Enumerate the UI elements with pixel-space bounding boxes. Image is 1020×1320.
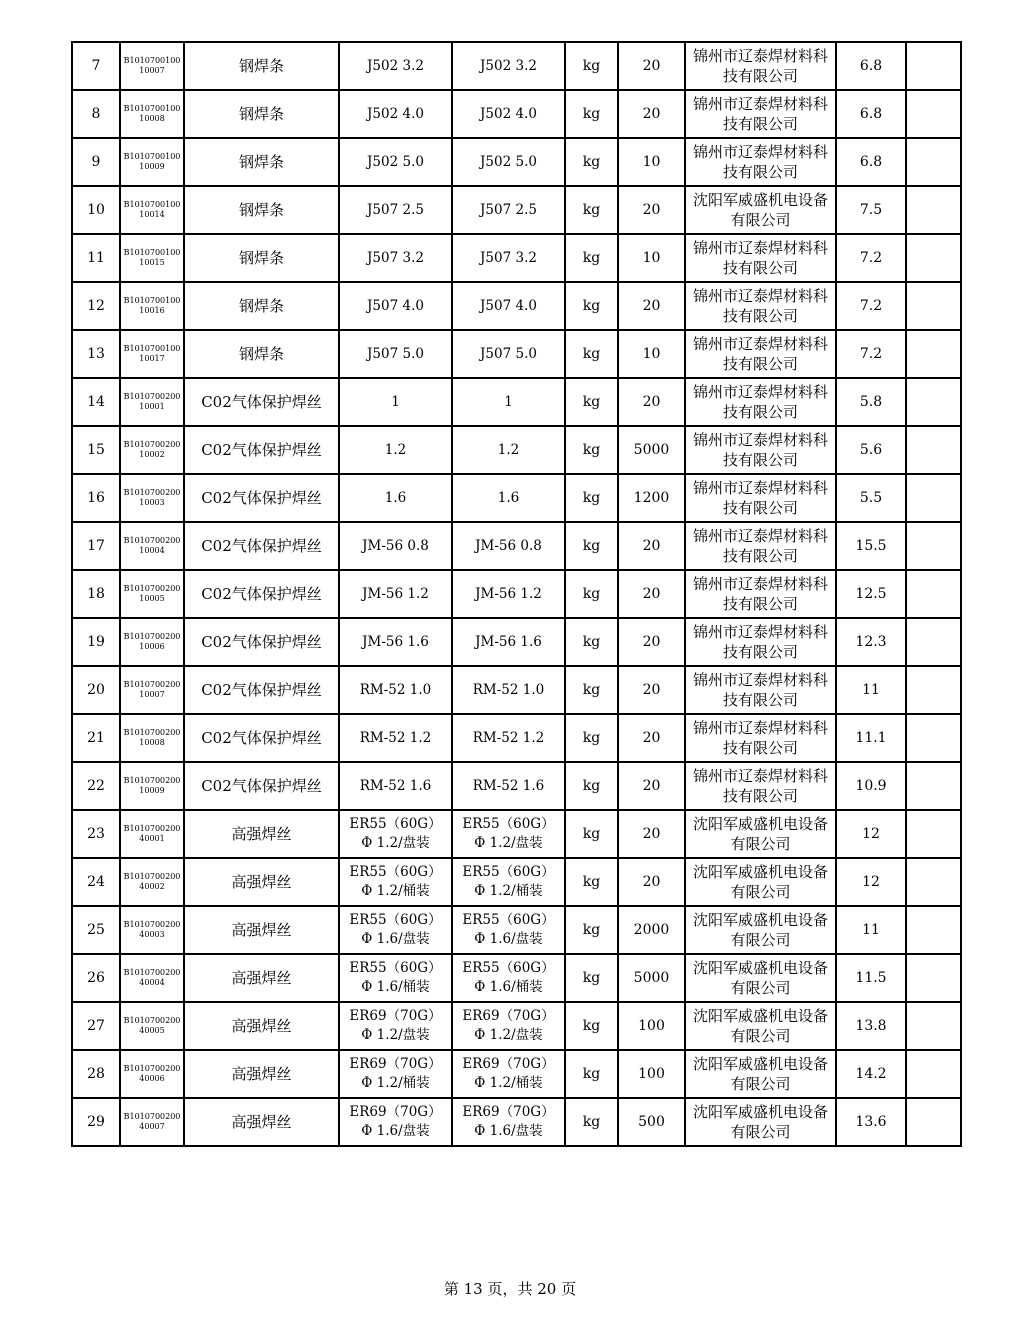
material-name-cell: 钢焊条 (184, 42, 339, 90)
table-row (72, 618, 961, 666)
model-cell: 1.2 (452, 426, 565, 474)
model-cell: RM-52 1.6 (452, 762, 565, 810)
unit-cell: kg (565, 234, 618, 282)
material-name-cell: 高强焊丝 (184, 954, 339, 1002)
supplier-cell: 锦州市辽泰焊材料科技有限公司 (685, 330, 836, 378)
material-code-cell: B101070020010009 (120, 762, 184, 810)
remark-cell (906, 1050, 961, 1098)
supplier-cell: 锦州市辽泰焊材料科技有限公司 (685, 282, 836, 330)
price-cell: 5.6 (836, 426, 906, 474)
specification-cell: JM-56 1.2 (339, 570, 452, 618)
supplier-cell: 锦州市辽泰焊材料科技有限公司 (685, 378, 836, 426)
supplier-cell: 锦州市辽泰焊材料科技有限公司 (685, 618, 836, 666)
unit-cell: kg (565, 906, 618, 954)
price-cell: 12.5 (836, 570, 906, 618)
model-cell: ER55（60G） Φ 1.2/盘装 (452, 810, 565, 858)
unit-cell: kg (565, 666, 618, 714)
table-row (72, 762, 961, 810)
table-row (72, 858, 961, 906)
specification-cell: ER55（60G） Φ 1.6/盘装 (339, 906, 452, 954)
remark-cell (906, 666, 961, 714)
price-cell: 13.6 (836, 1098, 906, 1146)
unit-cell: kg (565, 282, 618, 330)
unit-cell: kg (565, 42, 618, 90)
quantity-cell: 20 (618, 522, 685, 570)
table-row (72, 810, 961, 858)
specification-cell: J507 2.5 (339, 186, 452, 234)
material-code-cell: B101070010010007 (120, 42, 184, 90)
quantity-cell: 10 (618, 330, 685, 378)
quantity-cell: 20 (618, 714, 685, 762)
material-code-cell: B101070010010017 (120, 330, 184, 378)
material-name-cell: C02气体保护焊丝 (184, 426, 339, 474)
specification-cell: JM-56 1.6 (339, 618, 452, 666)
quantity-cell: 20 (618, 810, 685, 858)
row-number-cell: 19 (72, 618, 120, 666)
material-code-cell: B101070020010007 (120, 666, 184, 714)
quantity-cell: 20 (618, 90, 685, 138)
material-code-cell: B101070020040001 (120, 810, 184, 858)
quantity-cell: 20 (618, 186, 685, 234)
material-code-cell: B101070020010004 (120, 522, 184, 570)
material-name-cell: C02气体保护焊丝 (184, 378, 339, 426)
unit-cell: kg (565, 138, 618, 186)
price-cell: 7.2 (836, 330, 906, 378)
model-cell: J502 5.0 (452, 138, 565, 186)
quantity-cell: 20 (618, 858, 685, 906)
row-number-cell: 26 (72, 954, 120, 1002)
row-number-cell: 17 (72, 522, 120, 570)
unit-cell: kg (565, 378, 618, 426)
specification-cell: J507 5.0 (339, 330, 452, 378)
row-number-cell: 20 (72, 666, 120, 714)
material-name-cell: 高强焊丝 (184, 858, 339, 906)
material-code-cell: B101070020040006 (120, 1050, 184, 1098)
model-cell: J507 3.2 (452, 234, 565, 282)
table-row (72, 330, 961, 378)
table-row (72, 714, 961, 762)
specification-cell: ER69（70G） Φ 1.2/桶装 (339, 1050, 452, 1098)
remark-cell (906, 858, 961, 906)
quantity-cell: 20 (618, 666, 685, 714)
material-name-cell: C02气体保护焊丝 (184, 570, 339, 618)
specification-cell: RM-52 1.2 (339, 714, 452, 762)
row-number-cell: 18 (72, 570, 120, 618)
material-name-cell: 高强焊丝 (184, 906, 339, 954)
supplier-cell: 沈阳军威盛机电设备有限公司 (685, 1098, 836, 1146)
quantity-cell: 20 (618, 378, 685, 426)
supplier-cell: 锦州市辽泰焊材料科技有限公司 (685, 522, 836, 570)
quantity-cell: 500 (618, 1098, 685, 1146)
supplier-cell: 沈阳军威盛机电设备有限公司 (685, 1050, 836, 1098)
remark-cell (906, 234, 961, 282)
supplier-cell: 锦州市辽泰焊材料科技有限公司 (685, 666, 836, 714)
supplier-cell: 锦州市辽泰焊材料科技有限公司 (685, 762, 836, 810)
specification-cell: ER55（60G） Φ 1.6/桶装 (339, 954, 452, 1002)
material-code-cell: B101070010010014 (120, 186, 184, 234)
material-name-cell: 高强焊丝 (184, 1050, 339, 1098)
material-name-cell: C02气体保护焊丝 (184, 762, 339, 810)
specification-cell: 1.6 (339, 474, 452, 522)
material-name-cell: 钢焊条 (184, 282, 339, 330)
material-code-cell: B101070020040002 (120, 858, 184, 906)
model-cell: J507 5.0 (452, 330, 565, 378)
quantity-cell: 5000 (618, 426, 685, 474)
price-cell: 11.5 (836, 954, 906, 1002)
material-code-cell: B101070020010006 (120, 618, 184, 666)
remark-cell (906, 618, 961, 666)
specification-cell: J507 3.2 (339, 234, 452, 282)
model-cell: ER55（60G） Φ 1.2/桶装 (452, 858, 565, 906)
model-cell: J502 4.0 (452, 90, 565, 138)
material-name-cell: 钢焊条 (184, 90, 339, 138)
table-row (72, 1098, 961, 1146)
specification-cell: RM-52 1.6 (339, 762, 452, 810)
price-cell: 13.8 (836, 1002, 906, 1050)
model-cell: ER69（70G） Φ 1.2/桶装 (452, 1050, 565, 1098)
remark-cell (906, 954, 961, 1002)
price-cell: 6.8 (836, 138, 906, 186)
material-code-cell: B101070020010005 (120, 570, 184, 618)
supplier-cell: 沈阳军威盛机电设备有限公司 (685, 1002, 836, 1050)
material-code-cell: B101070020010003 (120, 474, 184, 522)
table-row (72, 522, 961, 570)
remark-cell (906, 426, 961, 474)
unit-cell: kg (565, 1002, 618, 1050)
price-cell: 7.2 (836, 282, 906, 330)
specification-cell: J507 4.0 (339, 282, 452, 330)
table-row (72, 90, 961, 138)
row-number-cell: 25 (72, 906, 120, 954)
specification-cell: ER69（70G） Φ 1.6/盘装 (339, 1098, 452, 1146)
remark-cell (906, 762, 961, 810)
price-cell: 6.8 (836, 90, 906, 138)
table-row (72, 234, 961, 282)
material-code-cell: B101070020040007 (120, 1098, 184, 1146)
row-number-cell: 10 (72, 186, 120, 234)
material-name-cell: C02气体保护焊丝 (184, 618, 339, 666)
row-number-cell: 11 (72, 234, 120, 282)
quantity-cell: 5000 (618, 954, 685, 1002)
supplier-cell: 锦州市辽泰焊材料科技有限公司 (685, 474, 836, 522)
table-row (72, 282, 961, 330)
unit-cell: kg (565, 1050, 618, 1098)
remark-cell (906, 570, 961, 618)
row-number-cell: 13 (72, 330, 120, 378)
quantity-cell: 100 (618, 1002, 685, 1050)
row-number-cell: 14 (72, 378, 120, 426)
table-row (72, 426, 961, 474)
quantity-cell: 20 (618, 282, 685, 330)
specification-cell: ER55（60G） Φ 1.2/桶装 (339, 858, 452, 906)
supplier-cell: 沈阳军威盛机电设备有限公司 (685, 858, 836, 906)
specification-cell: 1 (339, 378, 452, 426)
material-code-cell: B101070010010015 (120, 234, 184, 282)
quantity-cell: 10 (618, 234, 685, 282)
material-name-cell: 钢焊条 (184, 234, 339, 282)
supplier-cell: 锦州市辽泰焊材料科技有限公司 (685, 714, 836, 762)
model-cell: J507 4.0 (452, 282, 565, 330)
unit-cell: kg (565, 810, 618, 858)
page-number: 第 13 页，共 20 页 (443, 1280, 577, 1298)
quantity-cell: 2000 (618, 906, 685, 954)
unit-cell: kg (565, 186, 618, 234)
row-number-cell: 27 (72, 1002, 120, 1050)
remark-cell (906, 1098, 961, 1146)
row-number-cell: 9 (72, 138, 120, 186)
supplier-cell: 沈阳军威盛机电设备有限公司 (685, 186, 836, 234)
remark-cell (906, 186, 961, 234)
supplier-cell: 锦州市辽泰焊材料科技有限公司 (685, 138, 836, 186)
quantity-cell: 10 (618, 138, 685, 186)
specification-cell: J502 5.0 (339, 138, 452, 186)
model-cell: ER69（70G） Φ 1.2/盘装 (452, 1002, 565, 1050)
quantity-cell: 1200 (618, 474, 685, 522)
material-name-cell: C02气体保护焊丝 (184, 666, 339, 714)
model-cell: RM-52 1.2 (452, 714, 565, 762)
table-row (72, 1050, 961, 1098)
specification-cell: J502 4.0 (339, 90, 452, 138)
row-number-cell: 23 (72, 810, 120, 858)
row-number-cell: 21 (72, 714, 120, 762)
table-row (72, 1002, 961, 1050)
quantity-cell: 20 (618, 42, 685, 90)
material-name-cell: 高强焊丝 (184, 1002, 339, 1050)
row-number-cell: 28 (72, 1050, 120, 1098)
price-cell: 5.8 (836, 378, 906, 426)
specification-cell: J502 3.2 (339, 42, 452, 90)
unit-cell: kg (565, 858, 618, 906)
price-cell: 14.2 (836, 1050, 906, 1098)
specification-cell: ER55（60G） Φ 1.2/盘装 (339, 810, 452, 858)
unit-cell: kg (565, 762, 618, 810)
unit-cell: kg (565, 714, 618, 762)
material-code-cell: B101070010010016 (120, 282, 184, 330)
model-cell: ER55（60G） Φ 1.6/桶装 (452, 954, 565, 1002)
quantity-cell: 20 (618, 618, 685, 666)
unit-cell: kg (565, 474, 618, 522)
quantity-cell: 100 (618, 1050, 685, 1098)
row-number-cell: 16 (72, 474, 120, 522)
row-number-cell: 15 (72, 426, 120, 474)
model-cell: J502 3.2 (452, 42, 565, 90)
remark-cell (906, 714, 961, 762)
specification-cell: 1.2 (339, 426, 452, 474)
table-row (72, 906, 961, 954)
model-cell: JM-56 1.6 (452, 618, 565, 666)
unit-cell: kg (565, 90, 618, 138)
supplier-cell: 沈阳军威盛机电设备有限公司 (685, 810, 836, 858)
material-name-cell: 钢焊条 (184, 330, 339, 378)
material-name-cell: 钢焊条 (184, 138, 339, 186)
unit-cell: kg (565, 1098, 618, 1146)
price-cell: 5.5 (836, 474, 906, 522)
row-number-cell: 8 (72, 90, 120, 138)
table-row (72, 186, 961, 234)
material-code-cell: B101070020010002 (120, 426, 184, 474)
supplier-cell: 锦州市辽泰焊材料科技有限公司 (685, 426, 836, 474)
price-cell: 6.8 (836, 42, 906, 90)
unit-cell: kg (565, 426, 618, 474)
row-number-cell: 12 (72, 282, 120, 330)
table-row (72, 954, 961, 1002)
supplier-cell: 锦州市辽泰焊材料科技有限公司 (685, 570, 836, 618)
table-row (72, 42, 961, 90)
specification-cell: ER69（70G） Φ 1.2/盘装 (339, 1002, 452, 1050)
model-cell: ER69（70G） Φ 1.6/盘装 (452, 1098, 565, 1146)
row-number-cell: 7 (72, 42, 120, 90)
price-cell: 15.5 (836, 522, 906, 570)
unit-cell: kg (565, 618, 618, 666)
material-name-cell: 高强焊丝 (184, 810, 339, 858)
table-row (72, 138, 961, 186)
material-name-cell: C02气体保护焊丝 (184, 714, 339, 762)
material-code-cell: B101070020040005 (120, 1002, 184, 1050)
price-cell: 11.1 (836, 714, 906, 762)
specification-cell: JM-56 0.8 (339, 522, 452, 570)
table-body (72, 42, 961, 1146)
material-code-cell: B101070020010008 (120, 714, 184, 762)
model-cell: 1.6 (452, 474, 565, 522)
row-number-cell: 24 (72, 858, 120, 906)
price-cell: 12 (836, 810, 906, 858)
remark-cell (906, 42, 961, 90)
material-name-cell: 高强焊丝 (184, 1098, 339, 1146)
remark-cell (906, 1002, 961, 1050)
remark-cell (906, 474, 961, 522)
remark-cell (906, 378, 961, 426)
table-row (72, 378, 961, 426)
quantity-cell: 20 (618, 762, 685, 810)
unit-cell: kg (565, 330, 618, 378)
specification-cell: RM-52 1.0 (339, 666, 452, 714)
model-cell: JM-56 0.8 (452, 522, 565, 570)
price-cell: 12 (836, 858, 906, 906)
model-cell: ER55（60G） Φ 1.6/盘装 (452, 906, 565, 954)
material-name-cell: 钢焊条 (184, 186, 339, 234)
supplier-cell: 锦州市辽泰焊材料科技有限公司 (685, 42, 836, 90)
material-code-cell: B101070020010001 (120, 378, 184, 426)
remark-cell (906, 330, 961, 378)
remark-cell (906, 138, 961, 186)
material-code-cell: B101070020040003 (120, 906, 184, 954)
material-name-cell: C02气体保护焊丝 (184, 522, 339, 570)
material-name-cell: C02气体保护焊丝 (184, 474, 339, 522)
unit-cell: kg (565, 954, 618, 1002)
quantity-cell: 20 (618, 570, 685, 618)
row-number-cell: 29 (72, 1098, 120, 1146)
materials-table (71, 41, 962, 1147)
supplier-cell: 锦州市辽泰焊材料科技有限公司 (685, 234, 836, 282)
table-row (72, 570, 961, 618)
unit-cell: kg (565, 570, 618, 618)
model-cell: JM-56 1.2 (452, 570, 565, 618)
material-code-cell: B101070010010009 (120, 138, 184, 186)
remark-cell (906, 90, 961, 138)
price-cell: 7.5 (836, 186, 906, 234)
price-cell: 11 (836, 906, 906, 954)
remark-cell (906, 522, 961, 570)
supplier-cell: 沈阳军威盛机电设备有限公司 (685, 906, 836, 954)
price-cell: 12.3 (836, 618, 906, 666)
table-row (72, 666, 961, 714)
table-row (72, 474, 961, 522)
model-cell: 1 (452, 378, 565, 426)
model-cell: RM-52 1.0 (452, 666, 565, 714)
model-cell: J507 2.5 (452, 186, 565, 234)
unit-cell: kg (565, 522, 618, 570)
remark-cell (906, 282, 961, 330)
material-code-cell: B101070010010008 (120, 90, 184, 138)
supplier-cell: 沈阳军威盛机电设备有限公司 (685, 954, 836, 1002)
material-code-cell: B101070020040004 (120, 954, 184, 1002)
supplier-cell: 锦州市辽泰焊材料科技有限公司 (685, 90, 836, 138)
remark-cell (906, 906, 961, 954)
remark-cell (906, 810, 961, 858)
price-cell: 7.2 (836, 234, 906, 282)
price-cell: 11 (836, 666, 906, 714)
row-number-cell: 22 (72, 762, 120, 810)
price-cell: 10.9 (836, 762, 906, 810)
